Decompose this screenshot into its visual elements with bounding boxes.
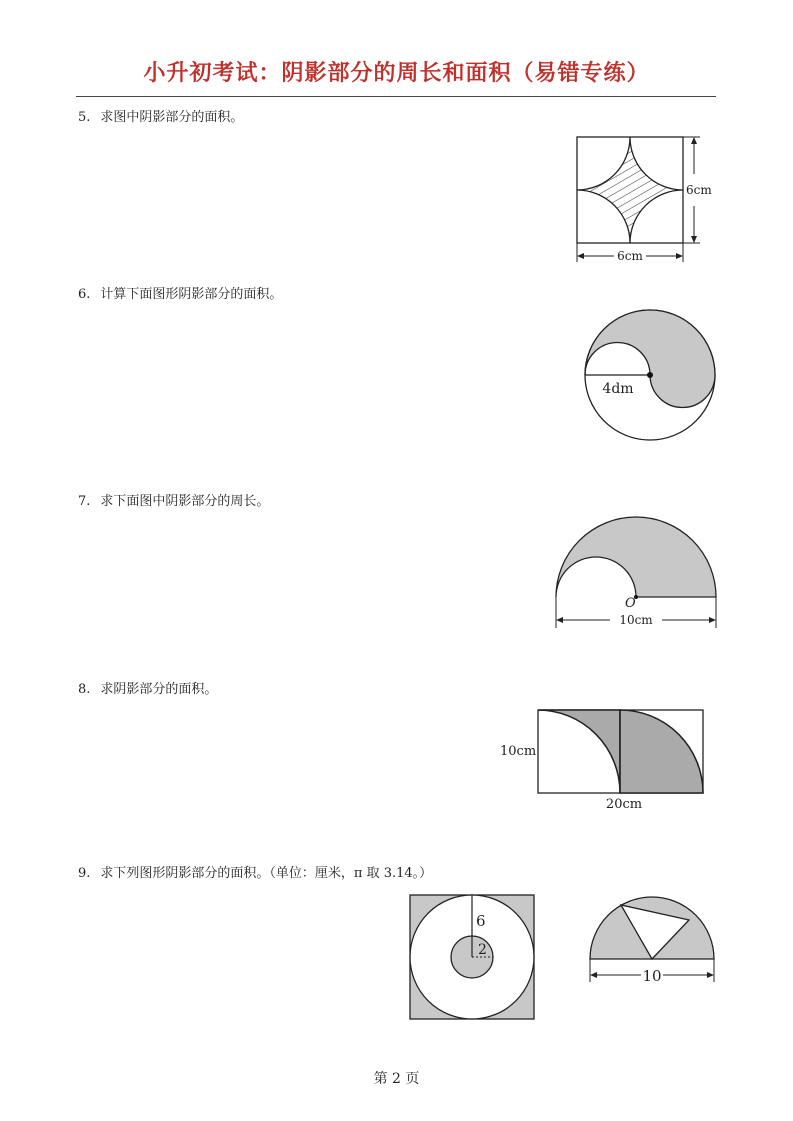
diameter-label: 10	[642, 967, 662, 985]
figure-q9-semicircle-triangle	[585, 892, 720, 992]
question-6	[78, 283, 282, 302]
width-label: 20cm	[605, 797, 643, 812]
question-7	[78, 490, 269, 509]
question-number: 5.	[78, 110, 91, 125]
question-text: 求图中阴影部分的面积。	[100, 110, 244, 125]
shaded-region	[556, 517, 716, 597]
question-number: 7.	[78, 494, 91, 509]
question-8	[78, 678, 217, 697]
figure-q5-square-arcs	[570, 130, 720, 270]
center-label: O	[625, 596, 636, 611]
question-number: 9.	[78, 866, 91, 881]
figure-q8-rectangle-quarters	[495, 702, 710, 812]
question-text: 求下列图形阴影部分的面积。（单位：厘米，π 取 3.14。）	[100, 866, 433, 881]
side-label: 6cm	[686, 183, 712, 197]
width-label: 10cm	[619, 613, 653, 627]
figure-q6-circle-yinyang	[580, 305, 720, 445]
radius-label: 4dm	[602, 381, 634, 397]
figure-q9-square-rings	[405, 890, 540, 1025]
figure-q7-semicircles	[548, 510, 728, 635]
question-text: 计算下面图形阴影部分的面积。	[100, 287, 283, 302]
question-number: 8.	[78, 682, 91, 697]
bottom-label: 6cm	[617, 249, 643, 263]
big-radius-label: 6	[476, 912, 486, 930]
page-title: 小升初考试：阴影部分的周长和面积（易错专练）	[143, 61, 650, 86]
page-footer: 第 2 页	[373, 1071, 420, 1087]
question-number: 6.	[78, 287, 91, 302]
title-divider	[76, 96, 716, 97]
question-text: 求下面图中阴影部分的周长。	[100, 494, 270, 509]
question-5	[78, 106, 243, 125]
center-point	[647, 372, 653, 378]
small-radius-label: 2	[478, 942, 487, 958]
height-label: 10cm	[500, 744, 537, 759]
question-9	[78, 862, 432, 881]
question-text: 求阴影部分的面积。	[100, 682, 218, 697]
